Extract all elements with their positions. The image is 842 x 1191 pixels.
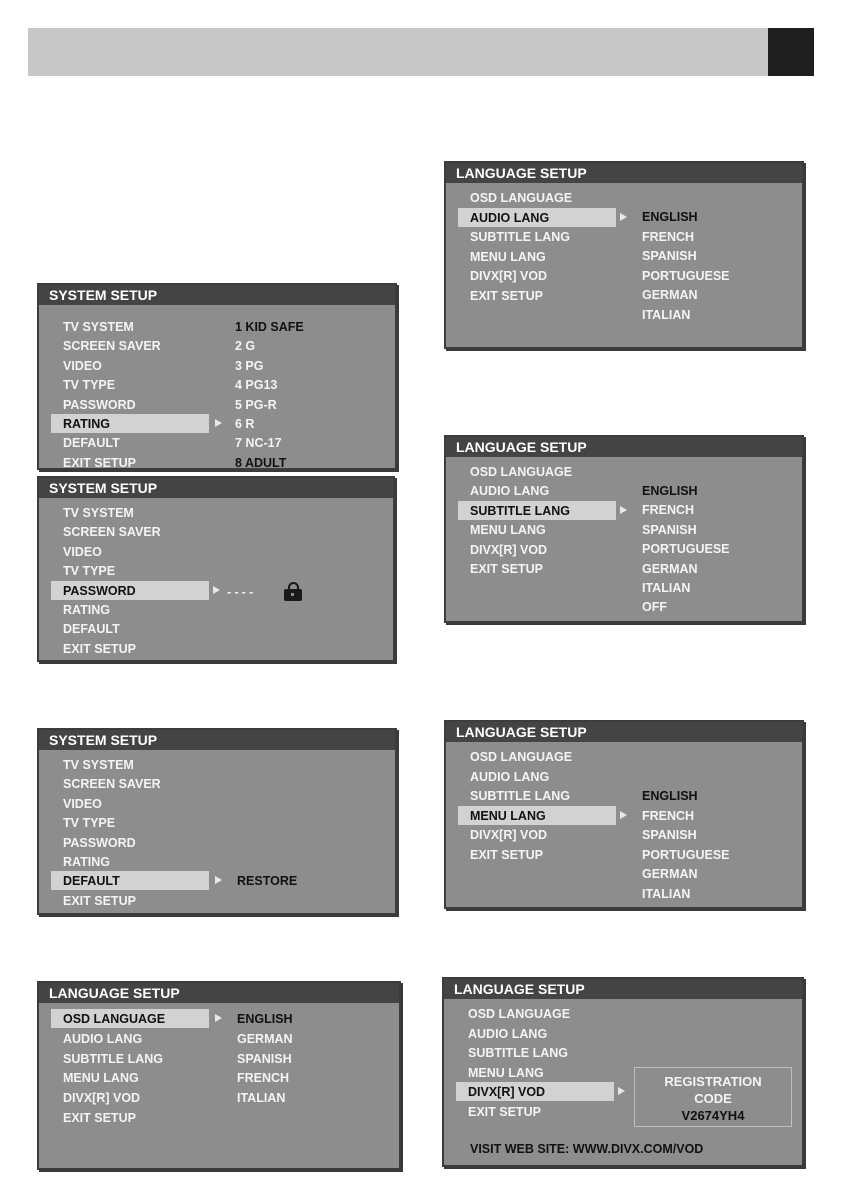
option-spanish[interactable]: SPANISH [642,522,697,537]
panel-title: LANGUAGE SETUP [446,437,802,457]
option-portuguese[interactable]: PORTUGUESE [642,542,730,557]
option-french[interactable]: FRENCH [642,229,695,244]
menu-item-subtitle-lang[interactable]: SUBTITLE LANG [470,503,570,518]
menu-item-video[interactable]: VIDEO [63,358,102,373]
menu-item-menu-lang[interactable]: MENU LANG [470,249,546,264]
language-setup-divx-panel [442,977,804,1167]
option-3-pg[interactable]: 3 PG [235,358,264,373]
menu-item-menu-lang[interactable]: MENU LANG [468,1065,544,1080]
option-italian[interactable]: ITALIAN [237,1091,286,1106]
arrow-right-icon [215,1014,222,1022]
language-setup-audio-panel [444,161,804,349]
option-spanish[interactable]: SPANISH [642,828,697,843]
menu-item-rating[interactable]: RATING [63,855,110,869]
menu-item-divxr-vod[interactable]: DIVX[R] VOD [470,269,548,284]
menu-item-video[interactable]: VIDEO [63,796,102,811]
system-setup-password-panel [37,476,395,662]
option-5-pg-r[interactable]: 5 PG-R [235,397,277,412]
option-italian[interactable]: ITALIAN [642,581,691,595]
arrow-right-icon [620,811,627,819]
option-german[interactable]: GERMAN [642,867,698,882]
menu-item-subtitle-lang[interactable]: SUBTITLE LANG [470,789,570,804]
option-french[interactable]: FRENCH [237,1071,290,1086]
registration-label: REGISTRATION [664,1074,762,1089]
password-field[interactable]: ---- [227,584,257,599]
panel-title: SYSTEM SETUP [39,478,393,498]
page-header-bar [28,28,768,76]
arrow-right-icon [618,1087,625,1095]
option-off[interactable]: OFF [642,600,667,615]
menu-item-screen-saver[interactable]: SCREEN SAVER [63,777,161,792]
menu-item-audio-lang[interactable]: AUDIO LANG [470,210,550,225]
system-setup-rating-panel [37,283,397,470]
panel-title: LANGUAGE SETUP [446,163,802,183]
menu-item-osd-language[interactable]: OSD LANGUAGE [468,1007,571,1021]
menu-item-audio-lang[interactable]: AUDIO LANG [63,1031,143,1046]
arrow-right-icon [213,586,220,594]
panel-title: SYSTEM SETUP [39,285,395,305]
panel-title: LANGUAGE SETUP [39,983,399,1003]
option-german[interactable]: GERMAN [642,288,698,303]
menu-item-default[interactable]: DEFAULT [63,622,120,637]
option-2-g[interactable]: 2 G [235,339,256,354]
option-french[interactable]: FRENCH [642,503,695,518]
menu-item-exit-setup[interactable]: EXIT SETUP [470,848,543,862]
option-spanish[interactable]: SPANISH [237,1051,292,1066]
page-number-block [768,28,814,76]
menu-item-exit-setup[interactable]: EXIT SETUP [63,1111,136,1125]
language-setup-subtitle-panel [444,435,804,623]
menu-item-video[interactable]: VIDEO [63,544,102,559]
arrow-right-icon [620,213,627,221]
menu-item-audio-lang[interactable]: AUDIO LANG [470,484,550,499]
menu-item-screen-saver[interactable]: SCREEN SAVER [63,525,161,540]
menu-item-tv-system[interactable]: TV SYSTEM [63,758,134,772]
panel-title: LANGUAGE SETUP [444,979,802,999]
system-setup-default-panel [37,728,397,915]
menu-item-divxr-vod[interactable]: DIVX[R] VOD [468,1085,546,1100]
option-english[interactable]: ENGLISH [642,210,698,224]
option-1-kid-safe[interactable]: 1 KID SAFE [235,320,304,334]
menu-item-screen-saver[interactable]: SCREEN SAVER [63,339,161,354]
lock-icon [284,589,302,601]
option-german[interactable]: GERMAN [237,1031,293,1046]
menu-item-audio-lang[interactable]: AUDIO LANG [468,1026,548,1041]
menu-item-audio-lang[interactable]: AUDIO LANG [470,769,550,784]
option-german[interactable]: GERMAN [642,561,698,576]
menu-item-exit-setup[interactable]: EXIT SETUP [63,893,136,908]
option-english[interactable]: ENGLISH [642,484,698,498]
option-portuguese[interactable]: PORTUGUESE [642,268,730,283]
menu-item-tv-type[interactable]: TV TYPE [63,378,116,393]
option-4-pg13[interactable]: 4 PG13 [235,378,278,393]
menu-item-password[interactable]: PASSWORD [63,835,136,850]
menu-item-osd-language[interactable]: OSD LANGUAGE [470,750,573,764]
language-setup-osd-panel [37,981,401,1170]
option-english[interactable]: ENGLISH [642,789,698,803]
option-7-nc-17[interactable]: 7 NC-17 [235,436,282,451]
menu-item-tv-system[interactable]: TV SYSTEM [63,506,134,520]
menu-item-subtitle-lang[interactable]: SUBTITLE LANG [468,1046,568,1061]
menu-item-divxr-vod[interactable]: DIVX[R] VOD [470,828,548,843]
menu-item-subtitle-lang[interactable]: SUBTITLE LANG [63,1051,163,1066]
menu-item-rating[interactable]: RATING [63,603,110,617]
option-italian[interactable]: ITALIAN [642,887,691,901]
language-setup-menu-panel [444,720,804,909]
menu-item-exit-setup[interactable]: EXIT SETUP [468,1105,541,1119]
menu-item-default[interactable]: DEFAULT [63,874,120,889]
menu-item-exit-setup[interactable]: EXIT SETUP [63,455,136,470]
menu-item-menu-lang[interactable]: MENU LANG [470,808,546,823]
visit-website-text: VISIT WEB SITE: WWW.DIVX.COM/VOD [470,1142,704,1156]
arrow-right-icon [215,419,222,427]
option-english[interactable]: ENGLISH [237,1012,293,1026]
panel-title: LANGUAGE SETUP [446,722,802,742]
panel-title: SYSTEM SETUP [39,730,395,750]
option-portuguese[interactable]: PORTUGUESE [642,847,730,862]
menu-item-menu-lang[interactable]: MENU LANG [63,1071,139,1086]
restore-option[interactable]: RESTORE [237,874,298,888]
menu-item-rating[interactable]: RATING [63,417,110,431]
menu-item-tv-type[interactable]: TV TYPE [63,564,116,579]
arrow-right-icon [215,876,222,884]
option-french[interactable]: FRENCH [642,808,695,823]
menu-item-divxr-vod[interactable]: DIVX[R] VOD [63,1091,141,1106]
registration-code-box [634,1067,792,1127]
menu-item-divxr-vod[interactable]: DIVX[R] VOD [470,542,548,557]
menu-item-exit-setup[interactable]: EXIT SETUP [470,562,543,576]
option-6-r[interactable]: 6 R [235,417,255,431]
option-8-adult[interactable]: 8 ADULT [235,455,287,470]
menu-item-exit-setup[interactable]: EXIT SETUP [470,289,543,303]
option-italian[interactable]: ITALIAN [642,308,691,322]
menu-item-menu-lang[interactable]: MENU LANG [470,523,546,538]
menu-item-osd-language[interactable]: OSD LANGUAGE [470,191,573,205]
menu-item-osd-language[interactable]: OSD LANGUAGE [470,465,573,479]
menu-item-password[interactable]: PASSWORD [63,583,136,598]
menu-item-password[interactable]: PASSWORD [63,397,136,412]
menu-item-osd-language[interactable]: OSD LANGUAGE [63,1012,166,1026]
menu-item-tv-type[interactable]: TV TYPE [63,816,116,831]
menu-item-exit-setup[interactable]: EXIT SETUP [63,641,136,656]
option-spanish[interactable]: SPANISH [642,249,697,264]
registration-code-value: V2674YH4 [681,1108,745,1123]
menu-item-subtitle-lang[interactable]: SUBTITLE LANG [470,230,570,245]
menu-item-default[interactable]: DEFAULT [63,436,120,451]
arrow-right-icon [620,506,627,514]
registration-code-label: CODE [694,1091,732,1106]
menu-item-tv-system[interactable]: TV SYSTEM [63,320,134,334]
